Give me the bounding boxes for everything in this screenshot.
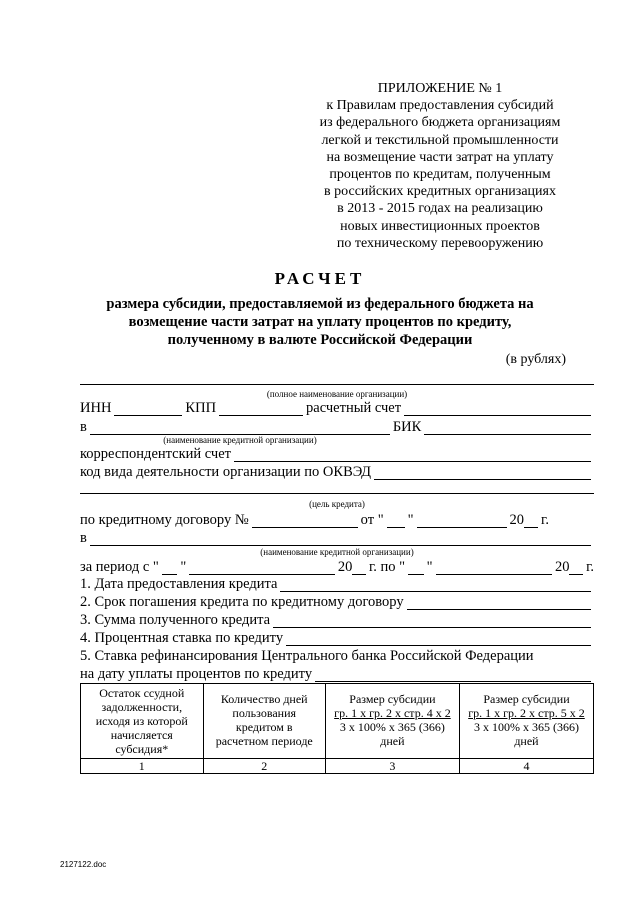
period-from-day-field[interactable] — [162, 562, 178, 575]
formula-denominator: 3 x 100% x 365 (366) — [473, 720, 579, 734]
appendix-header — [290, 80, 590, 252]
calculation-table — [80, 683, 594, 774]
item-1-field[interactable] — [280, 579, 591, 592]
contract-day-field[interactable] — [387, 515, 405, 528]
contract-month-field[interactable] — [417, 515, 507, 528]
appendix-line: из федерального бюджета организациям — [319, 115, 561, 131]
header-text: исходя из которой — [95, 714, 188, 728]
item-5-row — [80, 648, 594, 664]
kpp-label: КПП — [185, 400, 217, 416]
quote-close: " — [426, 559, 433, 575]
corr-account-label: корреспондентский счет — [80, 446, 231, 462]
period-to-month-field[interactable] — [436, 562, 552, 575]
column-number: 3 — [325, 759, 459, 774]
header-col-2 — [203, 684, 325, 759]
item-5-field[interactable] — [315, 669, 591, 682]
bik-field[interactable] — [424, 422, 591, 435]
contract-number-field[interactable] — [252, 515, 358, 528]
period-to-label: г. по " — [368, 559, 406, 575]
header-text: Количество дней — [220, 692, 308, 706]
inn-field[interactable] — [114, 403, 182, 416]
org-name-caption: (полное наименование организации) — [266, 389, 408, 399]
appendix-line: процентов по кредитам, полученным — [329, 167, 551, 183]
period-from-year-field[interactable] — [352, 562, 366, 575]
header-text: субсидия* — [115, 742, 169, 756]
item-1-row — [80, 576, 594, 592]
appendix-line: легкой и текстильной промышленности — [321, 132, 559, 148]
header-col-3 — [325, 684, 459, 759]
item-4-row — [80, 630, 594, 646]
item-3-label: 3. Сумма полученного кредита — [80, 612, 271, 628]
year-suffix: г. — [541, 512, 549, 528]
item-2-row — [80, 594, 594, 610]
bank2-caption: (наименование кредитной организации) — [260, 547, 414, 557]
item-5-label: 5. Ставка рефинансирования Центрального банка Российской Федерации — [80, 648, 534, 664]
kpp-field[interactable] — [219, 403, 303, 416]
header-text: расчетном периоде — [215, 734, 313, 748]
column-number: 1 — [81, 759, 204, 774]
loan-purpose-field[interactable] — [80, 493, 594, 494]
corr-account-row — [80, 446, 594, 462]
item-4-label: 4. Процентная ставка по кредиту — [80, 630, 284, 646]
table-number-row — [81, 759, 594, 774]
account-label: расчетный счет — [306, 400, 402, 416]
document-subtitle — [40, 295, 600, 349]
quote-close: " — [180, 559, 187, 575]
appendix-line: на возмещение части затрат на уплату — [326, 149, 554, 165]
period-from-month-field[interactable] — [189, 562, 335, 575]
item-2-field[interactable] — [407, 597, 591, 610]
okved-label: код вида деятельности организации по ОКВЭД — [80, 464, 371, 480]
item-4-field[interactable] — [286, 633, 591, 646]
okved-field[interactable] — [374, 467, 591, 480]
item-2-label: 2. Срок погашения кредита по кредитному договору — [80, 594, 404, 610]
bank2-prefix: в — [80, 530, 87, 546]
inn-row — [80, 400, 594, 416]
item-3-field[interactable] — [273, 615, 591, 628]
subtitle-line: размера субсидии, предоставляемой из федерального бюджета на — [106, 296, 534, 312]
bank2-field[interactable] — [90, 533, 591, 546]
contract-row — [80, 512, 594, 528]
column-number: 2 — [203, 759, 325, 774]
contract-year-field[interactable] — [524, 515, 538, 528]
file-name-footer: 2127122.doc — [60, 860, 107, 869]
subtitle-line: возмещение части затрат на уплату процентов по кредиту, — [128, 314, 512, 330]
formula-numerator: гр. 1 x гр. 2 x стр. 4 x 2 — [334, 706, 451, 720]
item-5-row-2 — [80, 666, 594, 682]
column-number: 4 — [459, 759, 593, 774]
header-text: Остаток ссудной — [99, 686, 185, 700]
appendix-line: в российских кредитных организациях — [324, 184, 556, 200]
loan-purpose-caption: (цель кредита) — [309, 499, 365, 509]
table-header-row — [81, 684, 594, 759]
item-5-label-2: на дату уплаты процентов по кредиту — [80, 666, 313, 682]
bank-prefix: в — [80, 419, 87, 435]
formula-numerator: гр. 1 x гр. 2 x стр. 5 x 2 — [468, 706, 585, 720]
header-col-1 — [81, 684, 204, 759]
bank-row — [80, 419, 594, 435]
header-text: начисляется — [110, 728, 173, 742]
appendix-line: в 2013 - 2015 годах на реализацию — [337, 201, 543, 217]
corr-account-field[interactable] — [234, 449, 591, 462]
okved-row — [80, 464, 594, 480]
header-text: Размер субсидии — [349, 692, 436, 706]
appendix-line: ПРИЛОЖЕНИЕ № 1 — [377, 81, 503, 96]
contract-date-from: от " — [360, 512, 384, 528]
header-text: дней — [380, 734, 405, 748]
formula-denominator: 3 x 100% x 365 (366) — [339, 720, 445, 734]
year-prefix: 20 — [337, 559, 353, 575]
subtitle-line: полученному в валюте Российской Федерации — [167, 332, 473, 348]
units-note: (в рублях) — [505, 352, 566, 367]
period-to-day-field[interactable] — [408, 562, 424, 575]
period-from-label: за период с " — [80, 559, 159, 575]
header-text: пользования — [232, 706, 297, 720]
header-text: дней — [514, 734, 539, 748]
appendix-line: к Правилам предоставления субсидий — [326, 98, 554, 114]
period-to-year-field[interactable] — [569, 562, 583, 575]
org-name-field[interactable] — [80, 384, 594, 385]
header-text: кредитом в — [235, 720, 293, 734]
account-field[interactable] — [404, 403, 591, 416]
year-prefix: 20 — [554, 559, 570, 575]
item-3-row — [80, 612, 594, 628]
header-col-4 — [459, 684, 593, 759]
appendix-line: по техническому перевооружению — [336, 235, 544, 251]
bank-name-field[interactable] — [90, 422, 390, 435]
item-1-label: 1. Дата предоставления кредита — [80, 576, 278, 592]
document-title: РАСЧЕТ — [274, 269, 366, 288]
appendix-line: новых инвестиционных проектов — [340, 218, 540, 234]
bank-name-caption: (наименование кредитной организации) — [163, 435, 317, 445]
inn-label: ИНН — [80, 400, 112, 416]
contract-label: по кредитному договору № — [80, 512, 249, 528]
period-row — [80, 559, 594, 575]
header-text: задолженности, — [101, 700, 183, 714]
year-prefix: 20 — [509, 512, 525, 528]
bank2-row — [80, 530, 594, 546]
quote-close: " — [407, 512, 414, 528]
year-suffix: г. — [586, 559, 595, 575]
bik-label: БИК — [392, 419, 422, 435]
header-text: Размер субсидии — [483, 692, 570, 706]
